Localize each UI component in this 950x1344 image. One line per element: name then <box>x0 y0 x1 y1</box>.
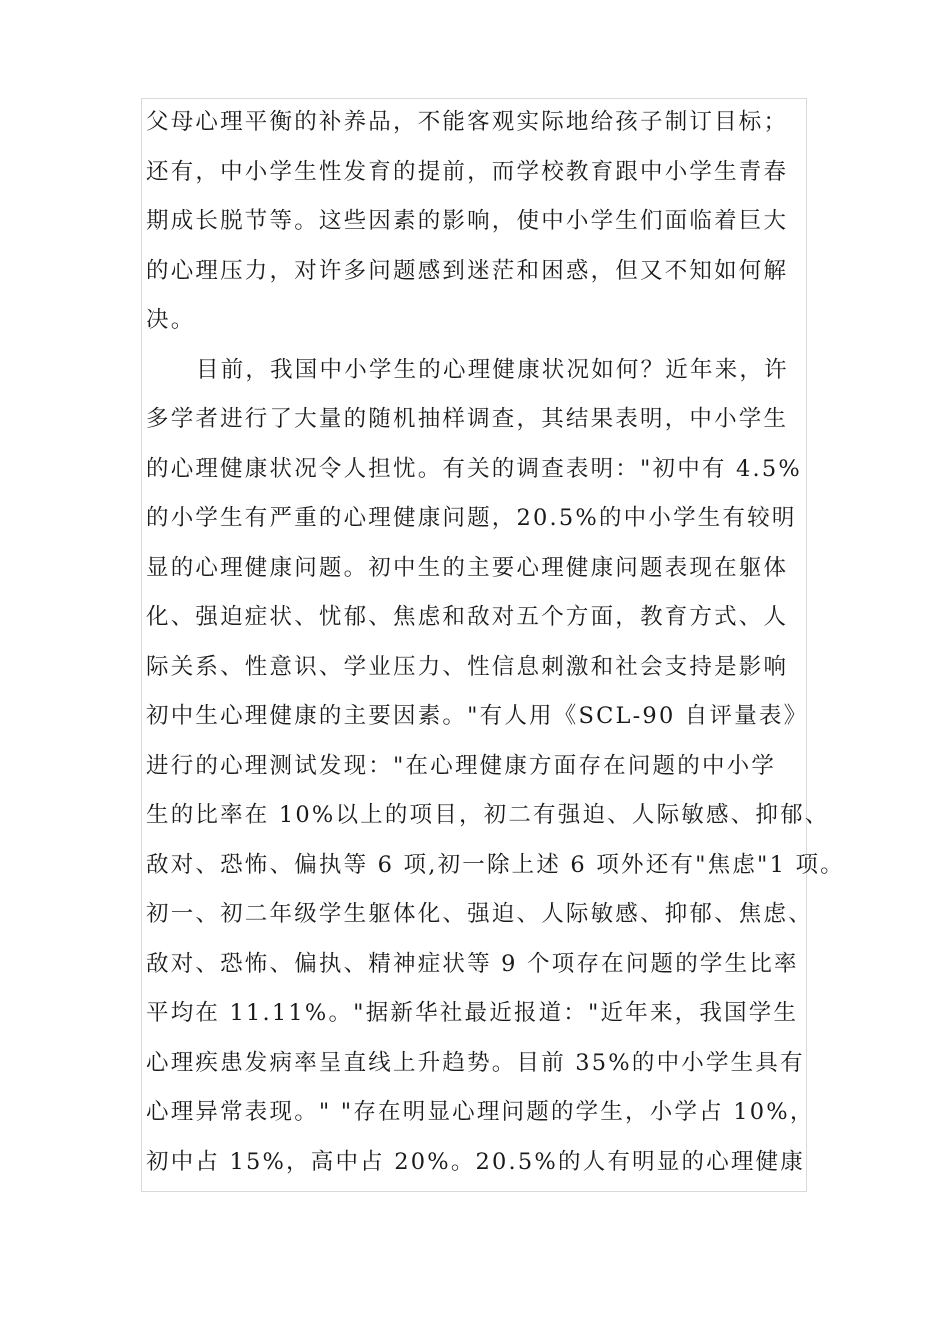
text-line: 敌对、恐怖、偏执、精神症状等 9 个项存在问题的学生比率 <box>146 950 799 977</box>
text-line: 生的比率在 10%以上的项目，初二有强迫、人际敏感、抑郁、 <box>146 802 830 828</box>
document-body <box>146 98 846 1187</box>
text-line: 初中生心理健康的主要因素。"有人用《SCL-90 自评量表》 <box>146 703 809 729</box>
text-line: 初一、初二年级学生躯体化、强迫、人际敏感、抑郁、焦虑、 <box>146 901 813 927</box>
text-line: 际关系、性意识、学业压力、性信息刺激和社会支持是影响 <box>146 653 789 680</box>
text-line: 心理疾患发病率呈直线上升趋势。目前 35%的中小学生具有 <box>146 1049 805 1076</box>
text-line: 进行的心理测试发现："在心理健康方面存在问题的中小学 <box>146 752 777 779</box>
text-line: 决。 <box>146 307 196 333</box>
text-line: 心理异常表现。" "存在明显心理问题的学生，小学占 10%， <box>146 1099 815 1125</box>
text-line: 父母心理平衡的补养品，不能客观实际地给孩子制订目标； <box>146 109 789 135</box>
text-line: 化、强迫症状、忧郁、焦虑和敌对五个方面，教育方式、人 <box>146 604 789 630</box>
text-line: 还有，中小学生性发育的提前，而学校教育跟中小学生青春 <box>146 158 789 185</box>
text-line: 期成长脱节等。这些因素的影响，使中小学生们面临着巨大 <box>146 208 789 234</box>
text-line: 敌对、恐怖、偏执等 6 项,初一除上述 6 项外还有"焦虑"1 项。 <box>146 851 845 878</box>
text-line: 初中占 15%，高中占 20%。20.5%的人有明显的心理健康 <box>146 1148 806 1175</box>
text-line: 的心理健康状况令人担忧。有关的调查表明："初中有 4.5% <box>146 455 802 482</box>
text-line: 平均在 11.11%。"据新华社最近报道："近年来，我国学生 <box>146 1000 799 1026</box>
text-line: 多学者进行了大量的随机抽样调查，其结果表明，中小学生 <box>146 406 789 432</box>
text-line: 的心理压力，对许多问题感到迷茫和困惑，但又不知如何解 <box>146 257 789 284</box>
text-line: 显的心理健康问题。初中生的主要心理健康问题表现在躯体 <box>146 554 789 581</box>
paragraph-start-line: 目前，我国中小学生的心理健康状况如何？近年来，许 <box>196 356 789 383</box>
text-line: 的小学生有严重的心理健康问题，20.5%的中小学生有较明 <box>146 505 797 531</box>
